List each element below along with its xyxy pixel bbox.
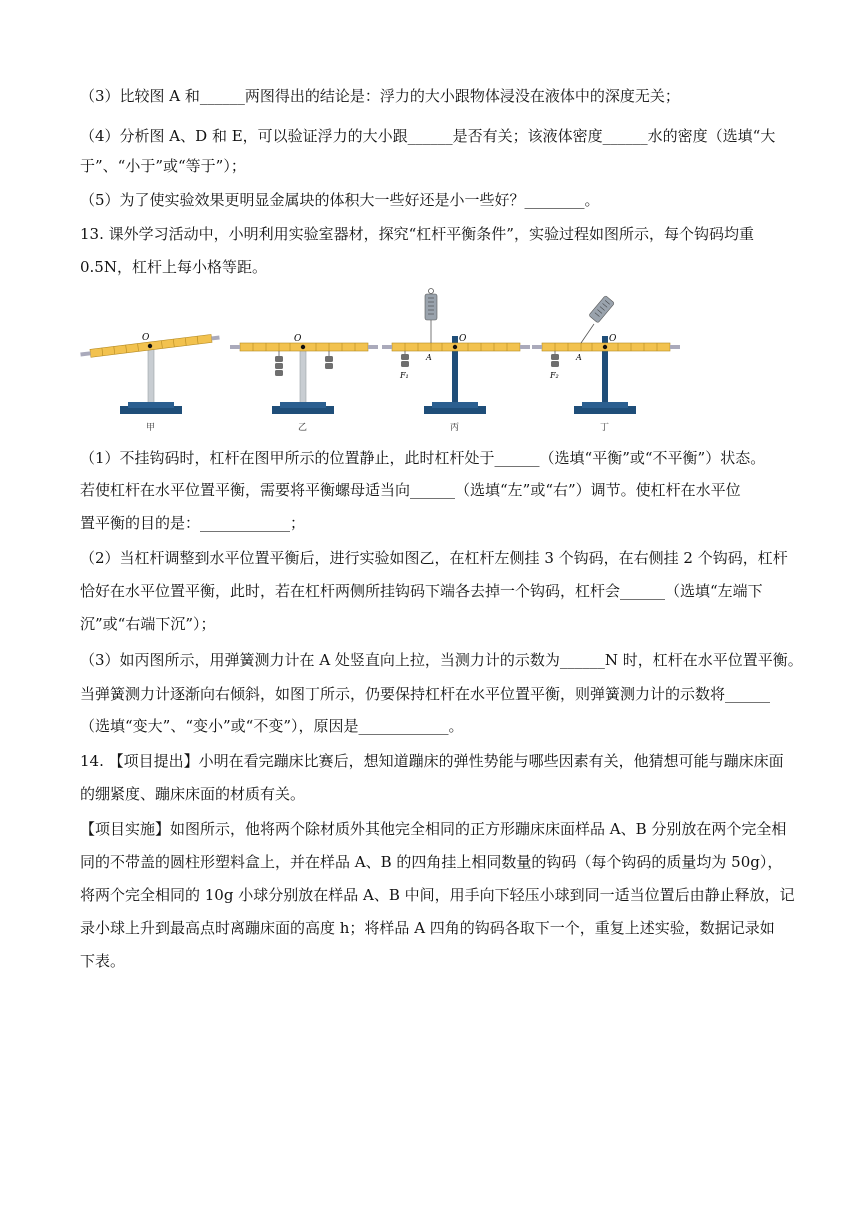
- point-a-label-bing: A: [426, 353, 432, 362]
- caption-ding: 丁: [600, 423, 610, 433]
- point-a-label-ding: A: [576, 353, 582, 362]
- pivot-label-bing: O: [459, 334, 467, 344]
- q13-part2-line1: （2）当杠杆调整到水平位置平衡后，进行实验如图乙，在杠杆左侧挂 3 个钩码，在右侧挂 2 个钩码，杠杆: [80, 549, 788, 567]
- caption-jia: 甲: [146, 423, 156, 433]
- q14-line4: 同的不带盖的圆柱形塑料盒上，并在样品 A、B 的四角挂上相同数量的钩码（每个钩码的质量均为 50g），: [80, 853, 783, 871]
- force-f1-label: F₁: [400, 371, 409, 380]
- q14-line2: 的绷紧度、蹦床床面的材质有关。: [80, 785, 306, 803]
- lever-diagram-yi: [230, 334, 378, 433]
- lever-diagram-jia: [80, 333, 220, 433]
- force-f2-label: F₂: [550, 371, 559, 380]
- q13-part2-line3: 沉”或“右端下沉”）；: [80, 615, 216, 633]
- q12-part4-line2: 于”、“小于”或“等于”）；: [80, 157, 246, 175]
- q12-part4-line1: （4）分析图 A、D 和 E，可以验证浮力的大小跟______是否有关；该液体密度______水的密度（选填“大: [80, 127, 776, 145]
- q14-line6: 录小球上升到最高点时离蹦床面的高度 h；将样品 A 四角的钩码各取下一个，重复上述实验，数据记录如: [80, 919, 775, 937]
- q13-part1-line1: （1）不挂钩码时，杠杆在图甲所示的位置静止，此时杠杆处于______（选填“平衡”或“不平衡”）状态。: [80, 449, 766, 467]
- pivot-label-jia: O: [142, 333, 150, 343]
- q13-part1-line2: 若使杠杆在水平位置平衡，需要将平衡螺母适当向______（选填“左”或“右”）调节。使杠杆在水平位: [80, 481, 741, 499]
- lever-experiment-figure: [80, 288, 690, 438]
- q14-line1: 14. 【项目提出】小明在看完蹦床比赛后，想知道蹦床的弹性势能与哪些因素有关，他猜想可能与蹦床床面: [80, 752, 784, 770]
- caption-bing: 丙: [450, 423, 460, 433]
- q12-part5: （5）为了使实验效果更明显金属块的体积大一些好还是小一些好？________。: [80, 191, 600, 209]
- lever-diagram-bing: [382, 289, 530, 434]
- pivot-label-ding: O: [609, 334, 617, 344]
- q12-part3: （3）比较图 A 和______两图得出的结论是：浮力的大小跟物体浸没在液体中的深度无关；: [80, 87, 680, 105]
- q13-part3-line1: （3）如丙图所示，用弹簧测力计在 A 处竖直向上拉，当测力计的示数为______N 时，杠杆在水平位置平衡。: [80, 651, 803, 669]
- q13-stem-line1: 13. 课外学习活动中，小明利用实验室器材，探究“杠杆平衡条件”，实验过程如图所示，每个钩码均重: [80, 225, 754, 243]
- q13-part3-line2: 当弹簧测力计逐渐向右倾斜，如图丁所示，仍要保持杠杆在水平位置平衡，则弹簧测力计的示数将______: [80, 685, 771, 703]
- caption-yi: 乙: [298, 423, 308, 433]
- q13-part2-line2: 恰好在水平位置平衡，此时，若在杠杆两侧所挂钩码下端各去掉一个钩码，杠杆会______（选填“左端下: [80, 582, 763, 600]
- lever-diagram-ding: [532, 295, 680, 433]
- q14-line3: 【项目实施】如图所示，他将两个除材质外其他完全相同的正方形蹦床床面样品 A、B 分别放在两个完全相: [80, 820, 787, 838]
- q13-stem-line2: 0.5N，杠杆上每小格等距。: [80, 258, 267, 276]
- q13-part1-line3: 置平衡的目的是：____________；: [80, 514, 306, 532]
- q14-line5: 将两个完全相同的 10g 小球分别放在样品 A、B 中间，用手向下轻压小球到同一适当位置后由静止释放，记: [80, 886, 795, 904]
- q14-line7: 下表。: [80, 952, 126, 970]
- q13-part3-line3: （选填“变大”、“变小”或“不变”），原因是____________。: [80, 717, 464, 735]
- pivot-label-yi: O: [294, 334, 302, 344]
